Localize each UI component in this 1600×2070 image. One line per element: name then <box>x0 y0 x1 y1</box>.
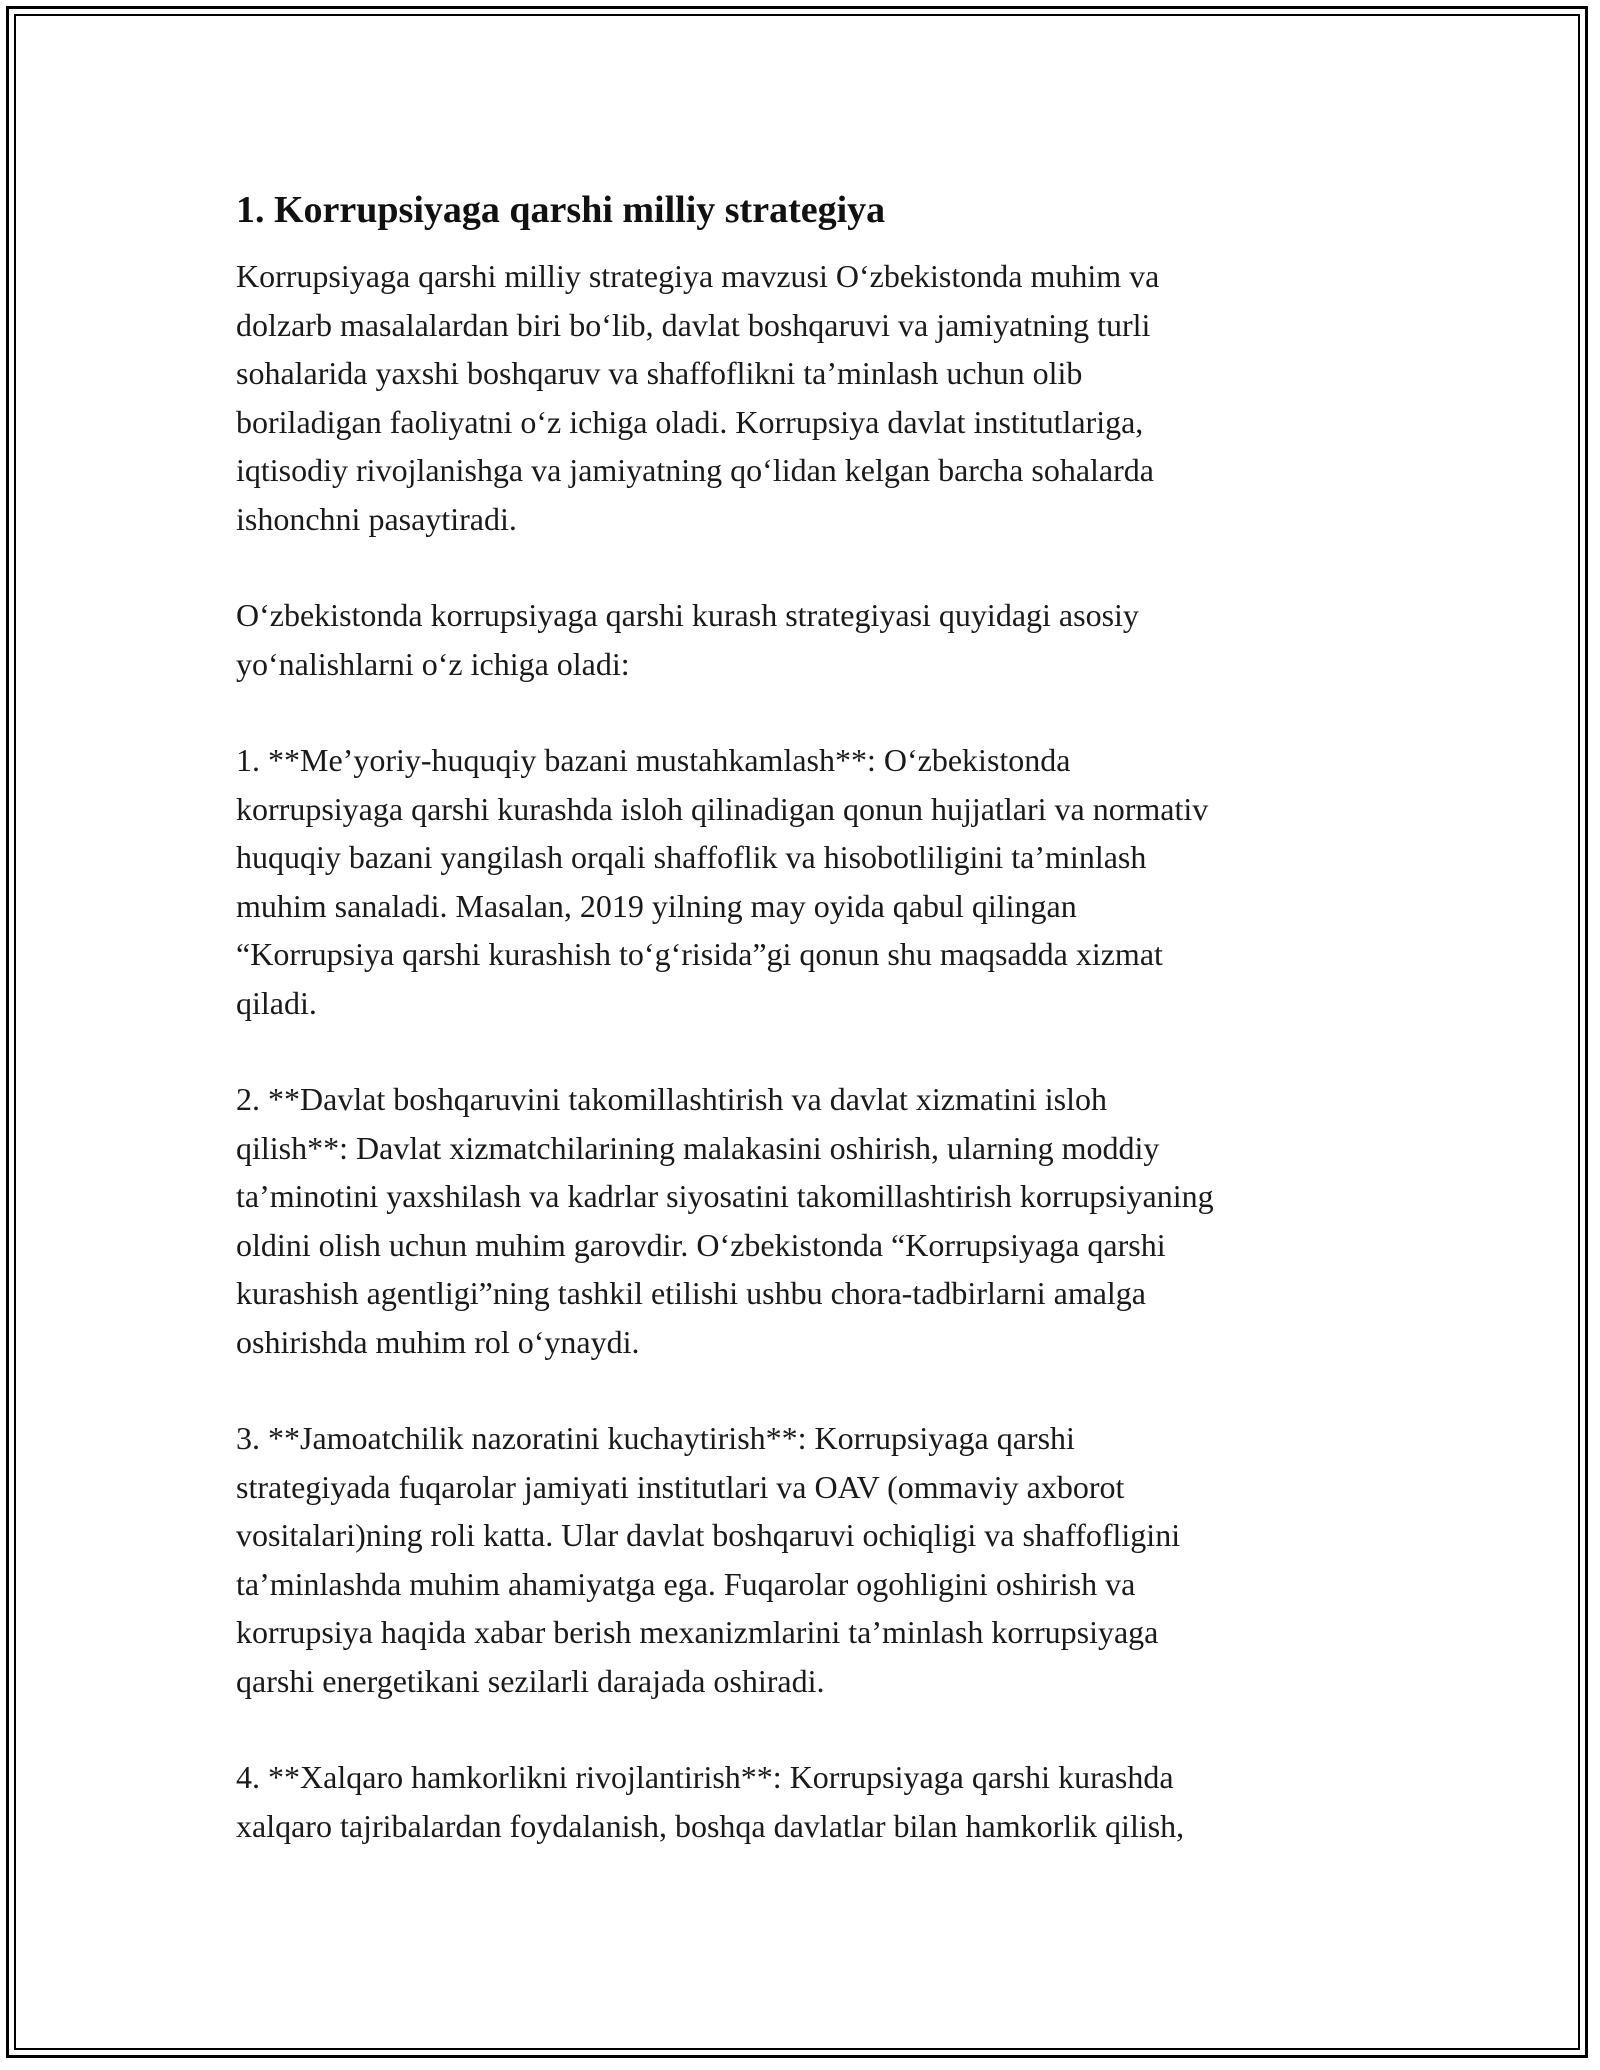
text-line: 4. **Xalqaro hamkorlikni rivojlantirish**: Korrupsiyaga qarshi kurashda <box>236 1759 1174 1795</box>
text-line: qiladi. <box>236 984 317 1021</box>
text-line: kurashish agentligi”ning tashkil etilishi ushbu chora-tadbirlarni amalga <box>236 1275 1146 1311</box>
text-line: ta’minlashda muhim ahamiyatga ega. Fuqarolar ogohligini oshirish va <box>236 1565 1136 1602</box>
text-line: boriladigan faoliyatni o‘z ichiga oladi. Korrupsiya davlat institutlariga, <box>236 403 1144 440</box>
document-body <box>236 186 1376 1850</box>
text-line: 3. **Jamoatchilik nazoratini kuchaytirish**: Korrupsiyaga qarshi <box>236 1420 1075 1456</box>
paragraph-item-1 <box>236 736 1376 1027</box>
text-line: iqtisodiy rivojlanishga va jamiyatning qo‘lidan kelgan barcha sohalarda <box>236 452 1154 488</box>
section-heading: 1. Korrupsiyaga qarshi milliy strategiya <box>236 189 886 231</box>
paragraph-item-3 <box>236 1414 1376 1705</box>
text-line: ishonchni pasaytiradi. <box>236 500 517 537</box>
text-line: yo‘nalishlarni o‘z ichiga oladi: <box>236 645 630 682</box>
text-line: 1. **Me’yoriy-huquqiy bazani mustahkamlash**: O‘zbekistonda <box>236 742 1071 778</box>
text-line: xalqaro tajribalardan foydalanish, boshqa davlatlar bilan hamkorlik qilish, <box>236 1807 1185 1844</box>
paragraph-item-2 <box>236 1075 1376 1366</box>
text-line: korrupsiya haqida xabar berish mexanizmlarini ta’minlash korrupsiyaga <box>236 1614 1159 1650</box>
text-line: sohalarida yaxshi boshqaruv va shaffoflikni ta’minlash uchun olib <box>236 355 1083 391</box>
text-line: Korrupsiyaga qarshi milliy strategiya mavzusi O‘zbekistonda muhim va <box>236 258 1160 294</box>
text-line: strategiyada fuqarolar jamiyati institutlari va OAV (ommaviy axborot <box>236 1468 1125 1505</box>
text-line: oldini olish uchun muhim garovdir. O‘zbekistonda “Korrupsiyaga qarshi <box>236 1226 1166 1263</box>
text-line: oshirishda muhim rol o‘ynaydi. <box>236 1323 640 1360</box>
text-line: huquqiy bazani yangilash orqali shaffoflik va hisobotliligini ta’minlash <box>236 839 1147 875</box>
paragraph-item-4 <box>236 1753 1376 1850</box>
text-line: dolzarb masalalardan biri bo‘lib, davlat boshqaruvi va jamiyatning turli <box>236 306 1151 343</box>
text-line: 2. **Davlat boshqaruvini takomillashtirish va davlat xizmatini isloh <box>236 1081 1107 1117</box>
text-line: “Korrupsiya qarshi kurashish to‘g‘risida”gi qonun shu maqsadda xizmat <box>236 936 1163 972</box>
paragraph-directions-intro <box>236 591 1376 688</box>
text-line: korrupsiyaga qarshi kurashda isloh qilinadigan qonun hujjatlari va normativ <box>236 790 1209 827</box>
text-line: O‘zbekistonda korrupsiyaga qarshi kurash strategiyasi quyidagi asosiy <box>236 597 1139 633</box>
text-line: ta’minotini yaxshilash va kadrlar siyosatini takomillashtirish korrupsiyaning <box>236 1178 1214 1214</box>
paragraph-intro <box>236 252 1376 543</box>
text-line: muhim sanaladi. Masalan, 2019 yilning may oyida qabul qilingan <box>236 887 1077 924</box>
text-line: qilish**: Davlat xizmatchilarining malakasini oshirish, ularning moddiy <box>236 1129 1160 1166</box>
text-line: vositalari)ning roli katta. Ular davlat boshqaruvi ochiqligi va shaffofligini <box>236 1517 1181 1553</box>
text-line: qarshi energetikani sezilarli darajada oshiradi. <box>236 1662 825 1699</box>
